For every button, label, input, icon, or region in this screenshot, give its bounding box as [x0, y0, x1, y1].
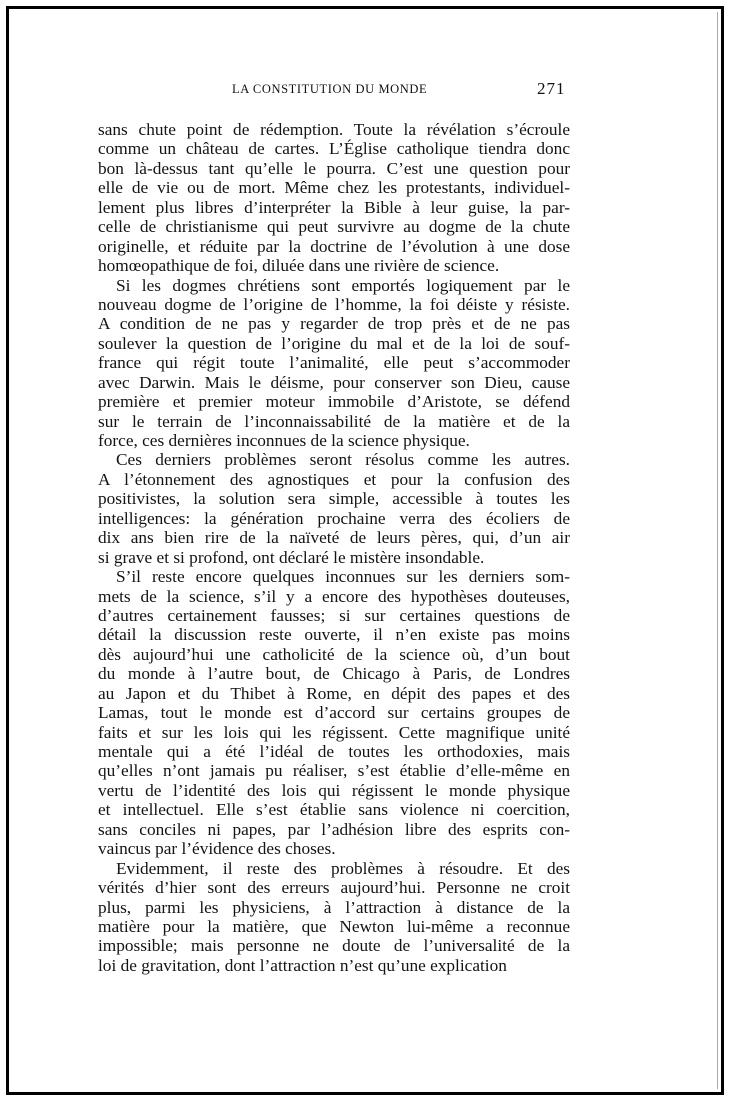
paragraph: [98, 859, 570, 976]
text-line: avec Darwin. Mais le déisme, pour conserver son Dieu, cause: [98, 372, 570, 392]
text-line: au Japon et du Thibet à Rome, en dépit des papes et des: [98, 683, 570, 703]
text-line: faits et sur les lois qui les régissent. Cette magnifique unité: [98, 722, 570, 742]
text-line: france qui régit toute l’animalité, elle peut s’accommoder: [98, 353, 570, 373]
text-line: positivistes, la solution sera simple, accessible à toutes les: [98, 489, 570, 509]
text-line: Lamas, tout le monde est d’accord sur certains groupes de: [98, 703, 570, 723]
paragraph: [98, 450, 570, 567]
text-line: lement plus libres d’interpréter la Bible à leur guise, la par-: [98, 197, 570, 217]
text-line: A condition de ne pas y regarder de trop près et de ne pas: [98, 314, 570, 334]
running-title: LA CONSTITUTION DU MONDE: [232, 82, 428, 96]
text-line: plus, parmi les physiciens, à l’attraction à distance de la: [98, 897, 570, 917]
text-line: force, ces dernières inconnues de la science physique.: [98, 431, 470, 450]
text-line: vertu de l’identité des lois qui régissent le monde physique: [98, 780, 570, 800]
text-line: S’il reste encore quelques inconnues sur les derniers som-: [116, 567, 570, 587]
text-line: elle de vie ou de mort. Même chez les protestants, individuel-: [98, 178, 570, 198]
text-line: sans chute point de rédemption. Toute la révélation s’écroule: [98, 120, 570, 139]
text-line: matière pour la matière, que Newton lui-même a reconnue: [98, 916, 570, 936]
text-line: et intellectuel. Elle s’est établie sans violence ni coercition,: [98, 800, 570, 820]
text-line: dès aujourd’hui une catholicité de la science où, d’un bout: [98, 644, 570, 664]
text-line: du monde à l’autre bout, de Chicago à Paris, de Londres: [98, 664, 570, 684]
text-line: Evidemment, il reste des problèmes à résoudre. Et des: [116, 858, 570, 878]
text-line: Ces derniers problèmes seront résolus comme les autres.: [116, 450, 570, 470]
text-line: Si les dogmes chrétiens sont emportés logiquement par le: [116, 275, 570, 295]
text-line: nouveau dogme de l’origine de l’homme, la foi déiste y résiste.: [98, 294, 570, 314]
text-line: sur le terrain de l’inconnaissabilité de la matière et de la: [98, 411, 570, 431]
text-line: première et premier moteur immobile d’Aristote, se défend: [98, 392, 570, 412]
text-line: d’autres certainement fausses; si sur certaines questions de: [98, 605, 570, 625]
text-line: celle de christianisme qui peut survivre au dogme de la chute: [98, 217, 570, 237]
body-text: [98, 120, 570, 975]
text-line: dix ans bien rire de la naïveté de leurs pères, qui, d’un air: [98, 528, 570, 548]
text-line: comme un château de cartes. L’Église catholique tiendra donc: [98, 139, 570, 159]
text-line: originelle, et réduite par la doctrine de l’évolution à une dose: [98, 236, 570, 256]
text-line: qu’elles n’ont jamais pu réaliser, s’est établie d’elle-même en: [98, 761, 570, 781]
text-line: sans conciles ni papes, par l’adhésion libre des esprits con-: [98, 819, 570, 839]
text-line: vérités d’hier sont des erreurs aujourd’hui. Personne ne croit: [98, 878, 570, 898]
paragraph: [98, 567, 570, 859]
text-line: A l’étonnement des agnostiques et pour la confusion des: [98, 469, 570, 489]
text-line: mets de la science, s’il y a encore des hypothèses douteuses,: [98, 586, 570, 606]
page-number: 271: [537, 79, 566, 98]
text-line: loi de gravitation, dont l’attraction n’est qu’une explication: [98, 955, 507, 975]
text-line: homœopathique de foi, diluée dans une rivière de science.: [98, 256, 500, 276]
text-line: détail la discussion reste ouverte, il n’en existe pas moins: [98, 625, 570, 645]
running-header: [0, 79, 730, 100]
text-line: soulever la question de l’origine du mal et de la loi de souf-: [98, 333, 570, 353]
text-line: bon là-dessus tant qu’elle le pourra. C’est une question pour: [98, 158, 570, 178]
text-line: mentale qui a été l’idéal de toutes les orthodoxies, mais: [98, 742, 570, 761]
paragraph: [98, 120, 570, 276]
text-line: intelligences: la génération prochaine verra des écoliers de: [98, 508, 570, 528]
text-line: si grave et si profond, ont déclaré le mistère insondable.: [98, 547, 485, 567]
text-line: vaincus par l’évidence des choses.: [98, 839, 336, 859]
text-line: impossible; mais personne ne doute de l’universalité de la: [98, 936, 570, 956]
paragraph: [98, 276, 570, 451]
